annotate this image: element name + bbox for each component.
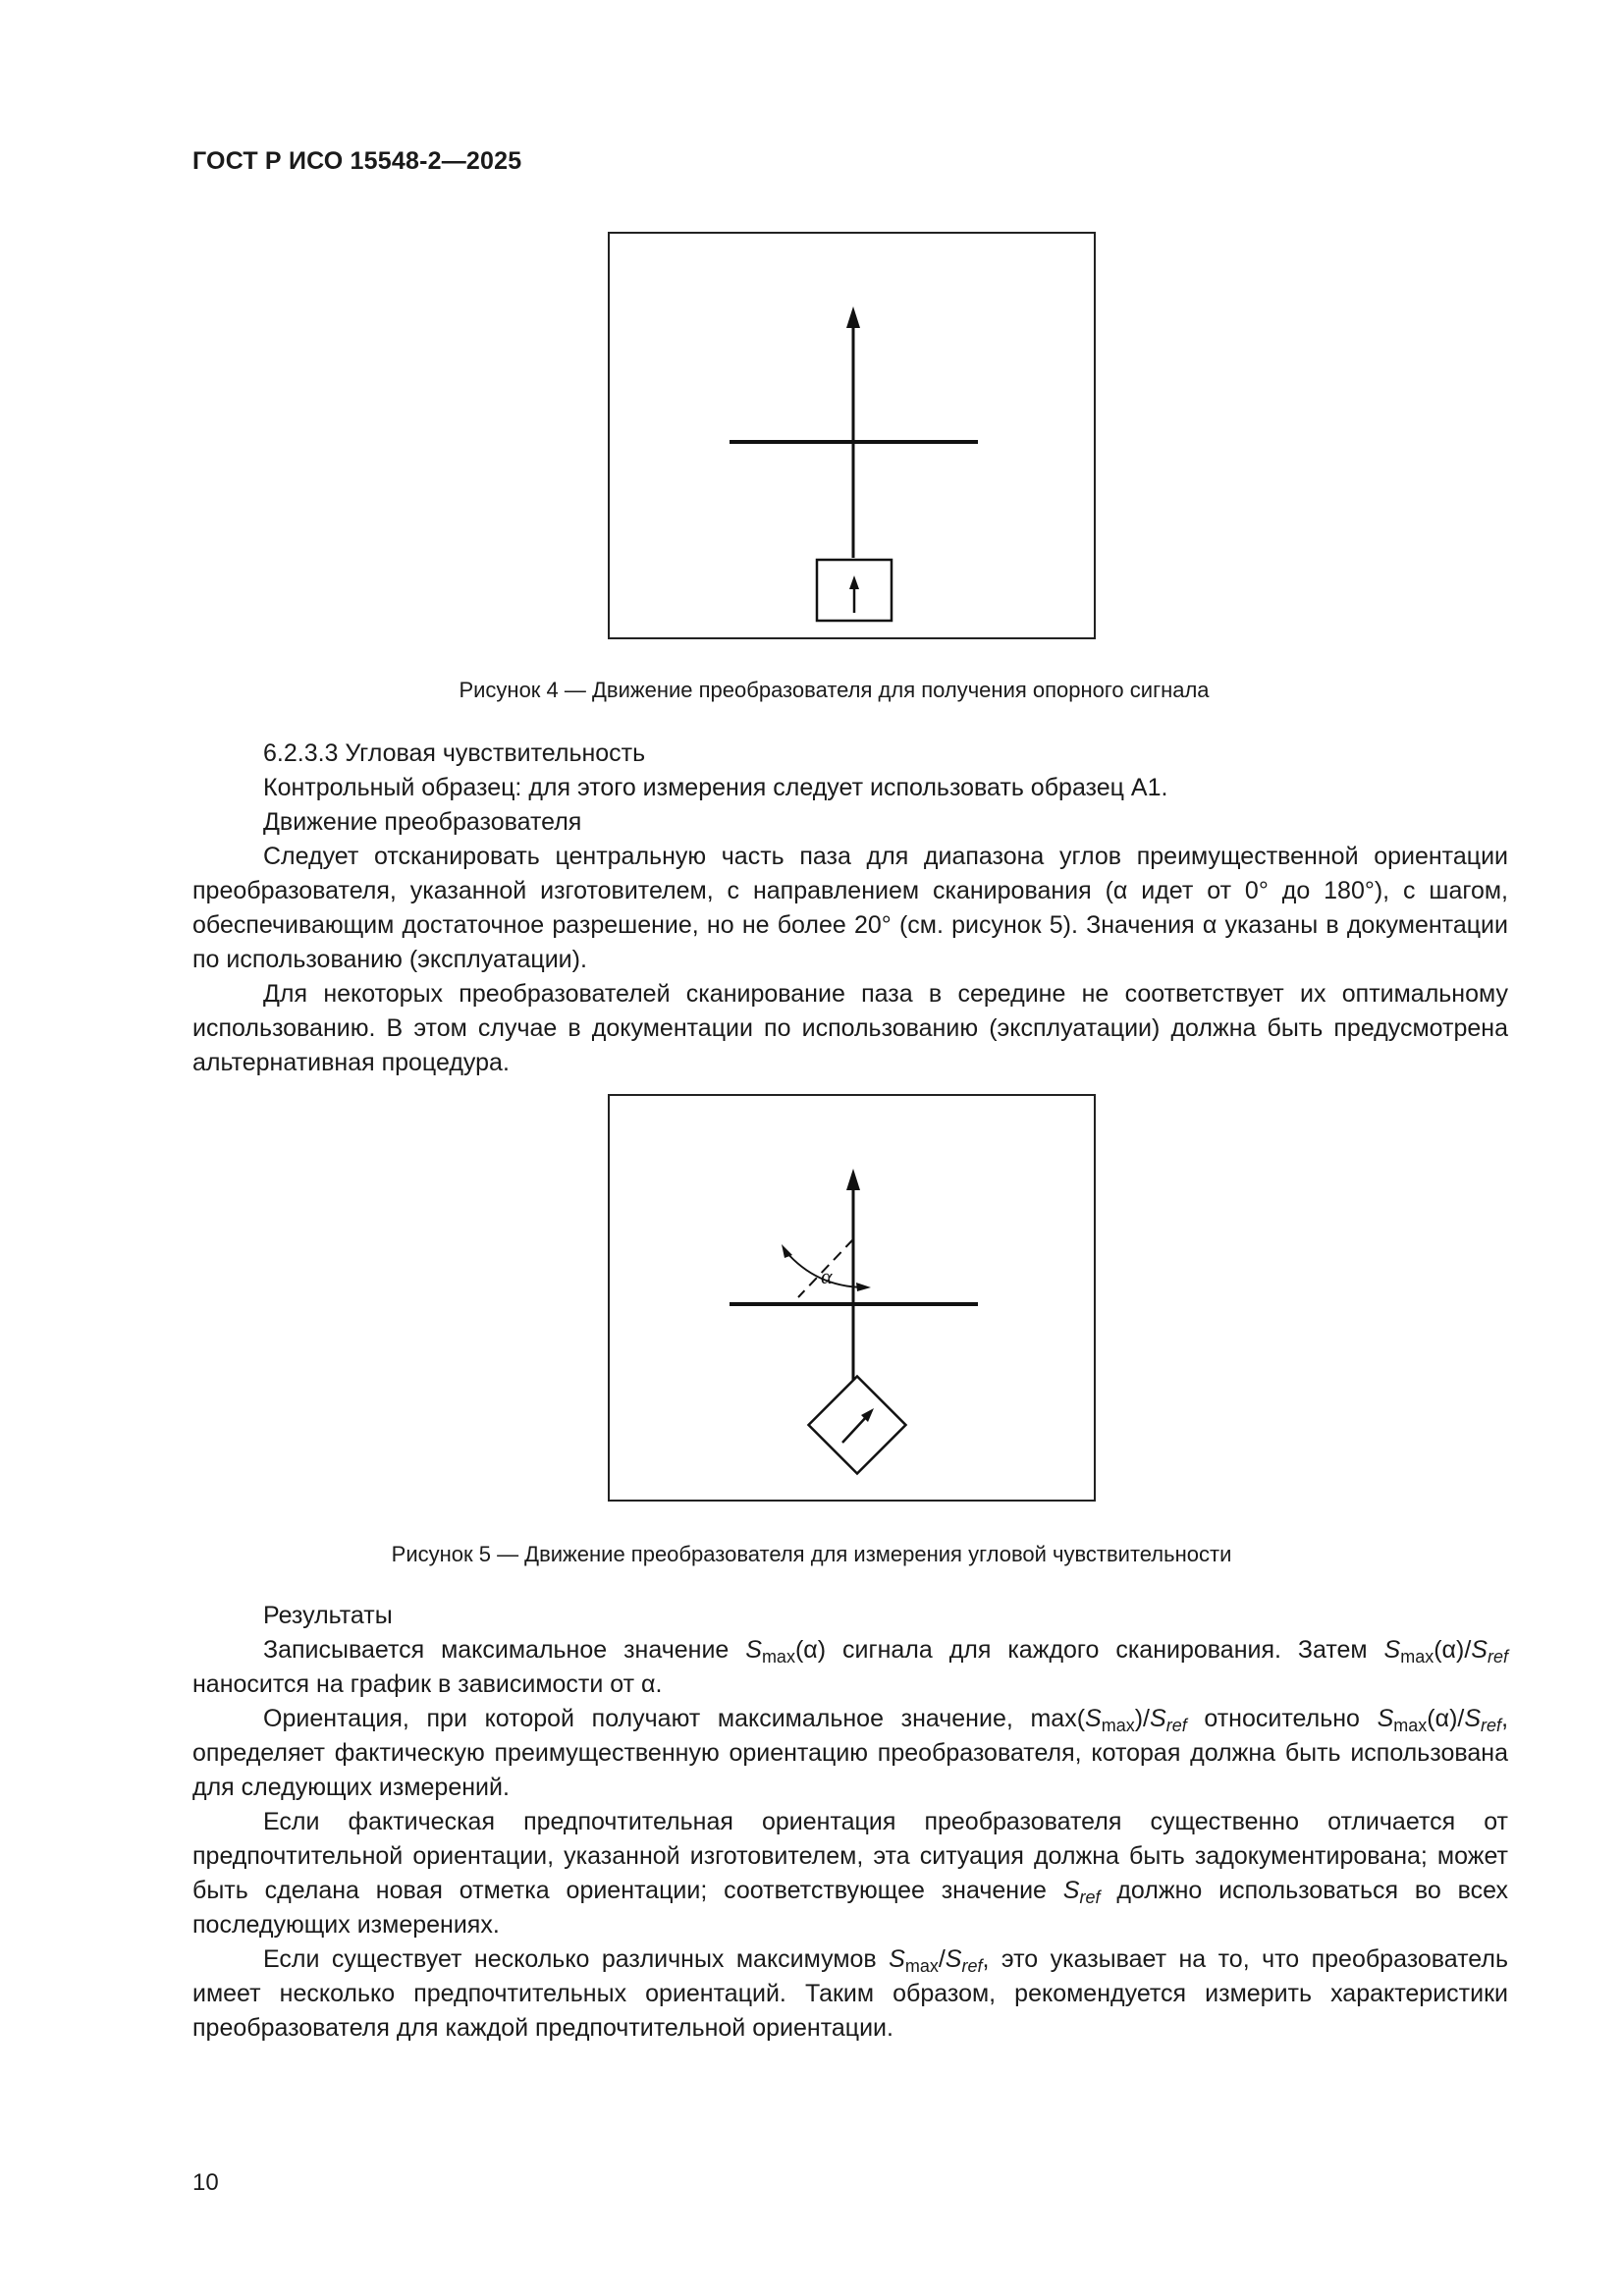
- figure-5-caption: Рисунок 5 — Движение преобразователя для измерения угловой чувствительности: [391, 1542, 1232, 1566]
- movement-paragraph-1: Следует отсканировать центральную часть паза для диапазона углов преимущественной ориентации преобразователя, указанной изготовителем, с направлением сканирования (α идет от 0° до 180°), с шагом, обеспечивающим достаточное разрешение, но не более 20° (см. рисунок 5). Значения α указаны в документации по использованию (эксплуатации).: [192, 843, 1508, 973]
- page-number: 10: [192, 2169, 219, 2196]
- section-text: [192, 737, 1508, 1080]
- figure-5-diagram: [608, 1094, 1096, 1502]
- figure-5-drawing: [610, 1096, 1098, 1503]
- document-code: ГОСТ Р ИСО 15548-2—2025: [192, 147, 522, 175]
- results-paragraph-2: Ориентация, при которой получают максимальное значение, $\max(S_{max})/S_{ref}$ относительно $S_{max}(\alpha)/S_{ref}$, определяет фактическую преимущественную ориентацию преобразователя, которая должна быть использована для следующих измерений.: [192, 1705, 1509, 1801]
- results-heading: Результаты: [263, 1602, 393, 1629]
- angle-arc-arrow-right: [856, 1283, 871, 1291]
- figure-4-drawing: [610, 234, 1098, 641]
- reference-sample-text: Контрольный образец: для этого измерения следует использовать образец А1.: [263, 774, 1168, 801]
- section-heading: 6.2.3.3 Угловая чувствительность: [263, 739, 646, 767]
- results-paragraph-3: Если фактическая предпочтительная ориентация преобразователя существенно отличается от предпочтительной ориентации, указанной изготовителем, эта ситуация должна быть задокументирована; может быть сделана новая отметка ориентации; соответствующее значение $S_{ref}$ должно использоваться во всех последующих измерениях.: [192, 1808, 1508, 1939]
- figure-4-diagram: [608, 232, 1096, 639]
- angle-label: α: [821, 1264, 833, 1288]
- results-paragraph-4: Если существует несколько различных максимумов $S_{max}/S_{ref}$, это указывает на то, что преобразователь имеет несколько предпочтительных ориентаций. Таким образом, рекомендуется измерить характеристики преобразователя для каждой предпочтительной ориентации.: [192, 1945, 1508, 2042]
- results-text: [192, 1599, 1508, 2046]
- scan-direction-arrow: [846, 306, 860, 328]
- movement-heading: Движение преобразователя: [263, 808, 582, 836]
- results-paragraph-1: Записывается максимальное значение $S_{max}(\alpha)$ сигнала для каждого сканирования. Затем $S_{max}(\alpha)/S_{ref}$ наносится на график в зависимости от α.: [192, 1636, 1508, 1698]
- figure-4-caption: Рисунок 4 — Движение преобразователя для получения опорного сигнала: [459, 678, 1210, 702]
- scan-direction-arrow: [846, 1169, 860, 1190]
- movement-paragraph-2: Для некоторых преобразователей сканирование паза в середине не соответствует их оптимальному использованию. В этом случае в документации по использованию (эксплуатации) должна быть предусмотрена альтернативная процедура.: [192, 980, 1508, 1076]
